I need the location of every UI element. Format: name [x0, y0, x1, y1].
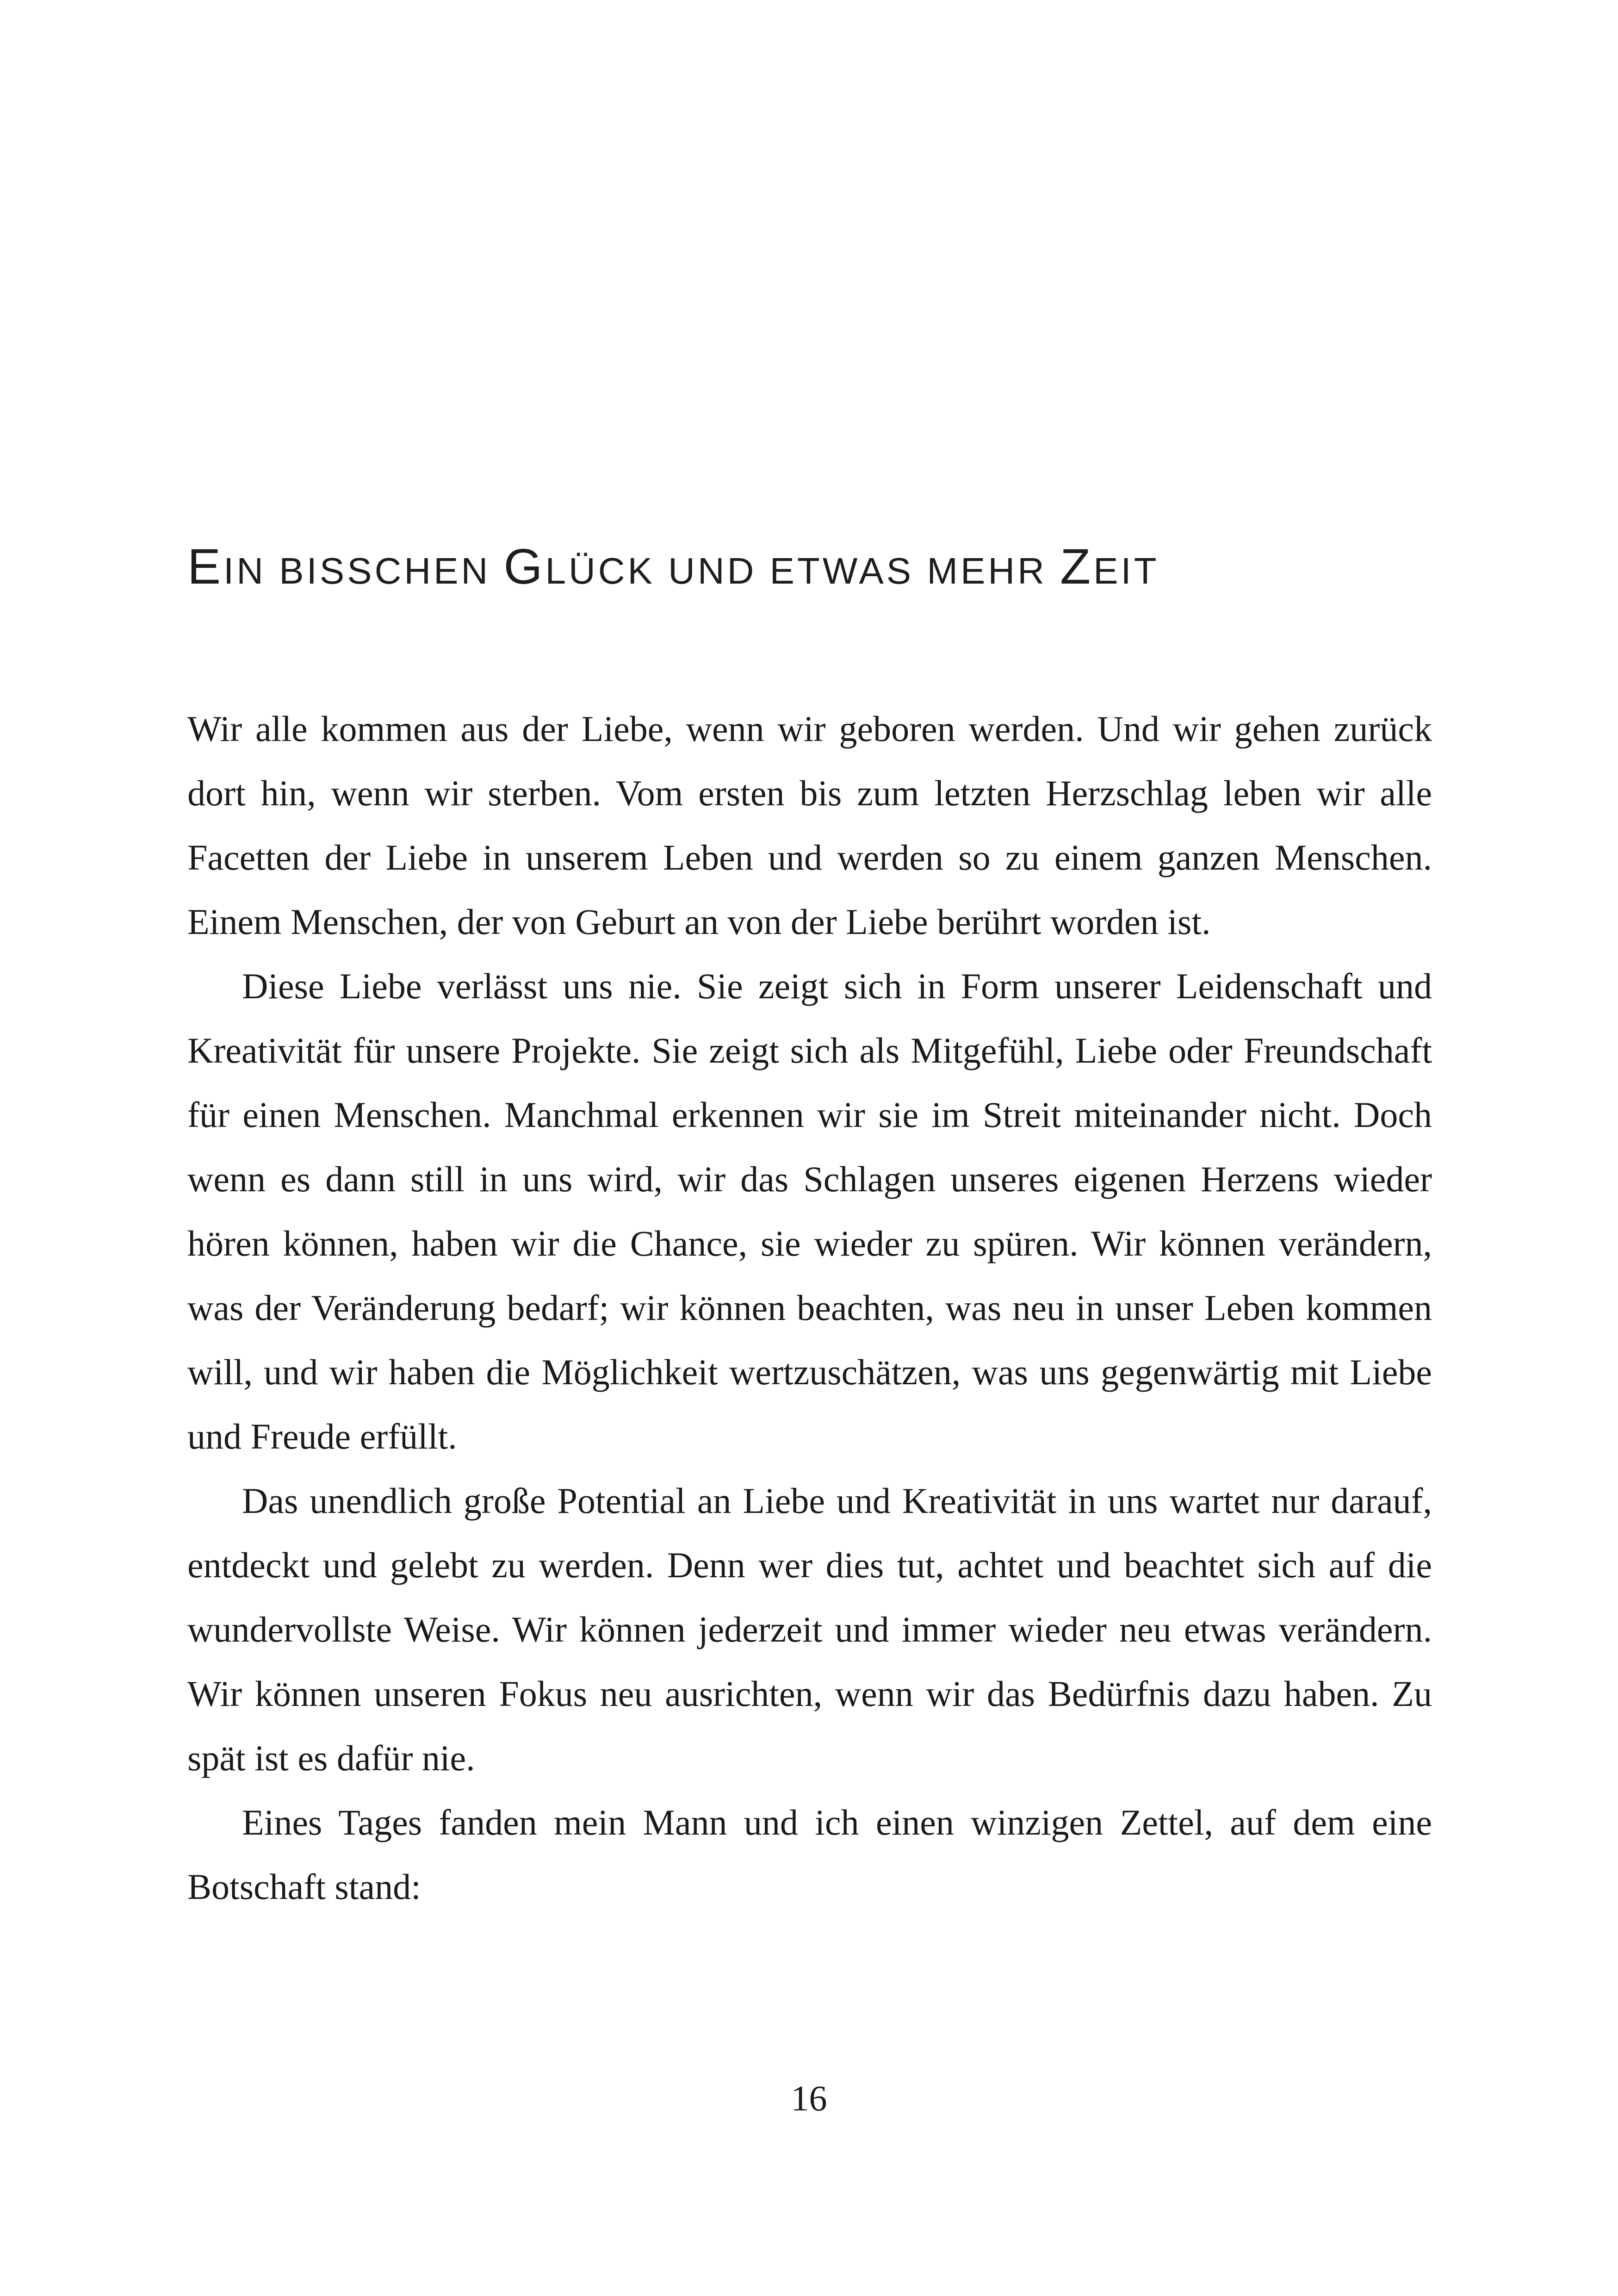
paragraph: Diese Liebe verlässt uns nie. Sie zeigt sich in Form unserer Leidenschaft und Kreativität für unsere Projekte. Sie zeigt sich als Mitgefühl, Liebe oder Freundschaft für einen Menschen. Manchmal erkennen wir sie im Streit miteinander nicht. Doch wenn es dann still in uns wird, wir das Schlagen unseres eigenen Herzens wieder hören können, haben wir die Chance, sie wieder zu spüren. Wir können verändern, was der Veränderung bedarf; wir können beachten, was neu in unser Leben kommen will, und wir haben die Möglichkeit wertzuschätzen, was uns gegenwärtig mit Liebe und Freude erfüllt. — [187, 966, 1432, 1456]
chapter-title-part: Z — [1060, 538, 1094, 594]
paragraph: Das unendlich große Potential an Liebe und Kreativität in uns wartet nur darauf, entdeckt und gelebt zu werden. Denn wer dies tut, achtet und beachtet sich auf die wundervollste Weise. Wir können jederzeit und immer wieder neu etwas verändern. Wir können unseren Fokus neu ausrichten, wenn wir das Bedürfnis dazu haben. Zu spät ist es dafür nie. — [187, 1481, 1432, 1778]
page-number: 16 — [791, 2078, 827, 2118]
body-text — [187, 697, 1432, 1919]
chapter-title-part: EIT — [1093, 550, 1159, 591]
chapter-title-part: IN BISSCHEN — [223, 550, 504, 591]
chapter-title — [187, 539, 1159, 594]
paragraph: Eines Tages fanden mein Mann und ich einen winzigen Zettel, auf dem eine Botschaft stand: — [187, 1802, 1432, 1907]
chapter-title-part: G — [503, 538, 546, 594]
chapter-title-part: E — [187, 538, 224, 594]
paragraph: Wir alle kommen aus der Liebe, wenn wir geboren werden. Und wir gehen zurück dort hin, wenn wir sterben. Vom ersten bis zum letzten Herzschlag leben wir alle Facetten der Liebe in unserem Leben und werden so zu einem ganzen Menschen. Einem Menschen, der von Geburt an von der Liebe berührt worden ist. — [187, 709, 1432, 942]
chapter-title-part: LÜCK UND ETWAS MEHR — [545, 550, 1060, 591]
